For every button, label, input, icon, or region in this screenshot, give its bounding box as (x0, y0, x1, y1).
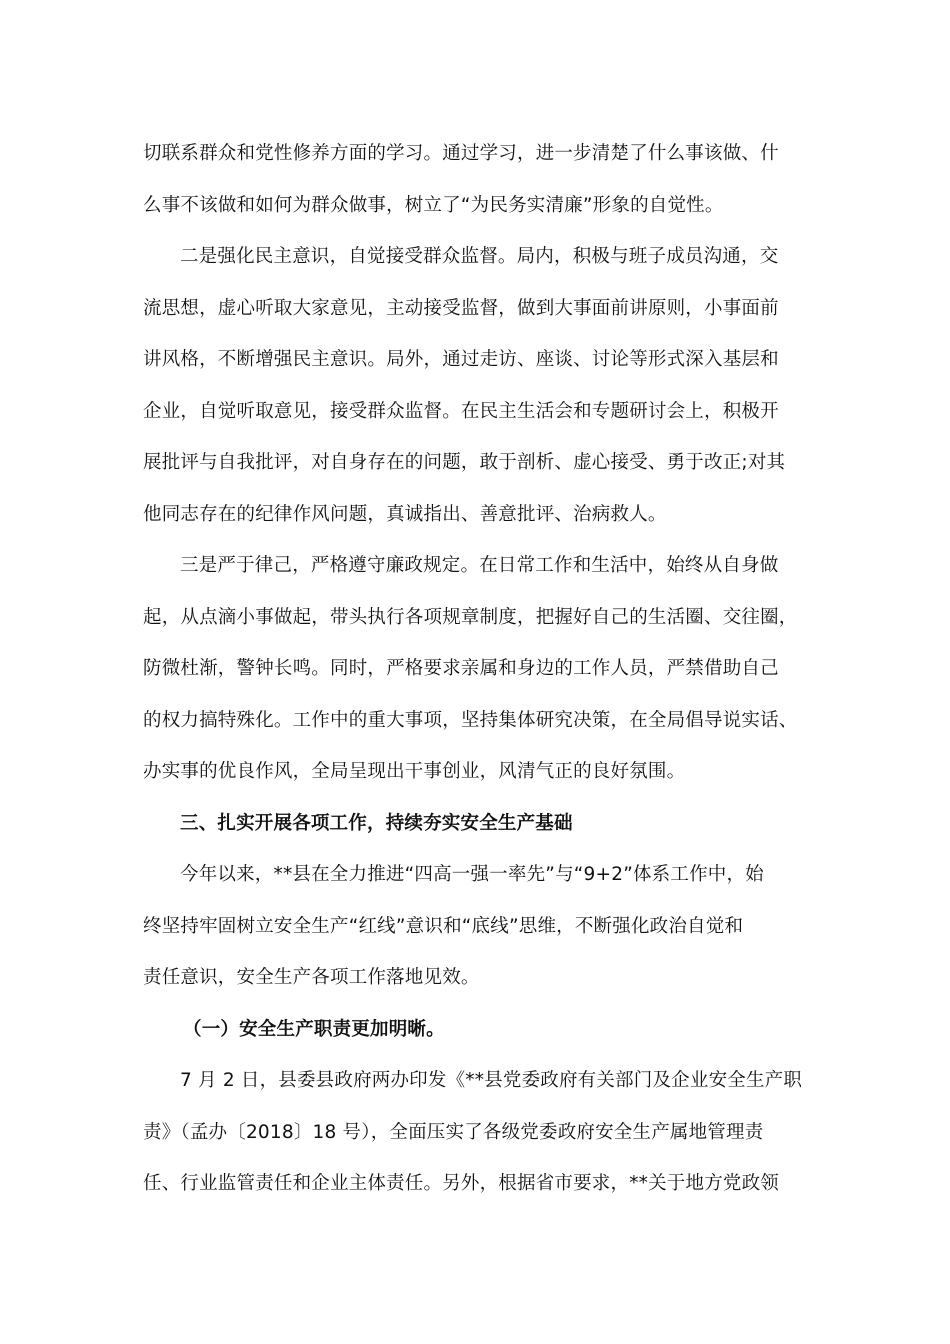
text-line: 么事不该做和如何为群众做事，树立了“为民务实清廉”形象的自觉性。 (143, 194, 724, 216)
text-line: 防微杜渐，警钟长鸣。同时，严格要求亲属和身边的工作人员，严禁借助自己 (143, 658, 779, 679)
paragraph-start-line: 二是强化民主意识，自觉接受群众监督。局内，积极与班子成员沟通，交 (180, 246, 779, 267)
text-line: 讲风格，不断增强民主意识。局外，通过走访、座谈、讨论等形式深入基层和 (143, 349, 779, 370)
paragraph-start-line: 三是严于律己，严格遵守廉政规定。在日常工作和生活中，始终从自身做 (180, 555, 779, 576)
text-line: 他同志存在的纪律作风问题，真诚指出、善意批评、治病救人。 (143, 503, 667, 525)
text-line: 的权力搞特殊化。工作中的重大事项，坚持集体研究决策，在全局倡导说实话、 (143, 709, 798, 731)
text-line: 办实事的优良作风，全局呈现出干事创业，风清气正的良好氛围。 (143, 761, 686, 782)
paragraph-start-line: 今年以来，**县在全力推进“四高一强一率先”与“9+2”体系工作中，始 (180, 864, 764, 885)
text-line: 企业，自觉听取意见，接受群众监督。在民主生活会和专题研讨会上，积极开 (143, 400, 779, 422)
document-body (143, 128, 811, 1210)
section-heading: 三、扎实开展各项工作，持续夯实安全生产基础 (180, 812, 573, 834)
paragraph-start-line: 7 月 2 日，县委县政府两办印发《**县党委政府有关部门及企业安全生产职 (180, 1070, 803, 1091)
subsection-heading: （一）安全生产职责更加明晰。 (183, 1018, 445, 1040)
text-line: 终坚持牢固树立安全生产“红线”意识和“底线”思维，不断强化政治自觉和 (143, 915, 744, 937)
text-line: 责》（孟办〔2018〕18 号），全面压实了各级党委政府安全生产属地管理责 (143, 1121, 764, 1143)
text-line: 责任意识，安全生产各项工作落地见效。 (143, 967, 480, 988)
text-line: 展批评与自我批评，对自身存在的问题，敢于剖析、虚心接受、勇于改正;对其 (143, 452, 786, 473)
text-line: 切联系群众和党性修养方面的学习。通过学习，进一步清楚了什么事该做、什 (143, 143, 779, 164)
text-line: 流思想，虚心听取大家意见，主动接受监督，做到大事面前讲原则，小事面前 (143, 297, 779, 319)
text-line: 任、行业监管责任和企业主体责任。另外，根据省市要求，**关于地方党政领 (143, 1173, 780, 1194)
text-line: 起，从点滴小事做起，带头执行各项规章制度，把握好自己的生活圈、交往圈， (143, 606, 798, 628)
